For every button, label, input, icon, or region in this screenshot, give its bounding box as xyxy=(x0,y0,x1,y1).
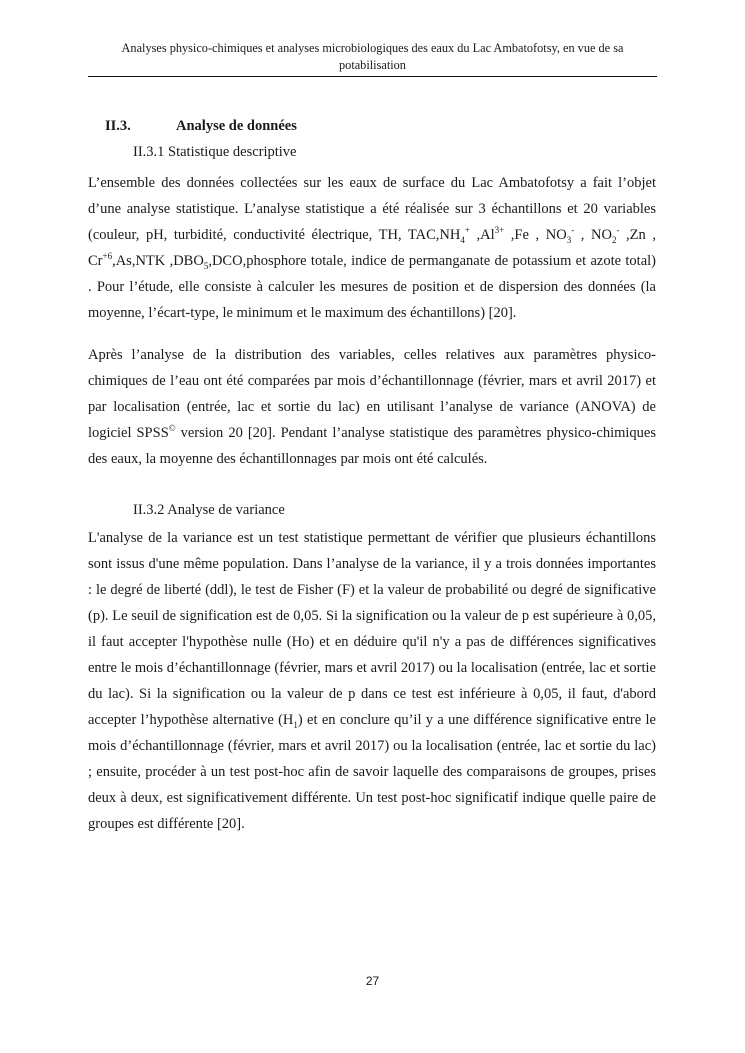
paragraph-analysis-of-variance: L'analyse de la variance est un test statistique permettant de vérifier que plusieurs échantillons sont issus d'une même population. Dans l’analyse de la variance, il y a trois données importantes : le degré de liberté (ddl), le test de Fisher (F) et la valeur de probabilité ou degré de significative (p). Le seuil de signification est de 0,05. Si la signification ou la valeur de p est supérieure à 0,05, il faut accepter l'hypothèse nulle (Ho) et en déduire qu'il n'y a pas de différences significatives entre le mois d’échantillonnage (février, mars et avril 2017) ou la localisation (entrée, lac et sortie du lac). Si la signification ou la valeur de p dans ce test est inférieure à 0,05, il faut, d'abord accepter l’hypothèse alternative $(H_1)$ et en conclure qu’il y a une différence significative entre le mois d’échantillonnage (février, mars et avril 2017) ou la localisation (entrée, lac et sortie du lac) ; ensuite, procéder à un test post-hoc afin de savoir laquelle des comparaisons de groupes, prises deux à deux, est significativement différente. Un test post-hoc significatif indique quelle paire de groupes est différente [20]. xyxy=(88,530,656,832)
subsection-heading-variance: II.3.2 Analyse de variance xyxy=(133,502,285,518)
running-header-line-2: potabilisation xyxy=(339,58,406,72)
page-number: 27 xyxy=(365,974,380,988)
section-number: II.3. xyxy=(105,118,131,134)
section-heading xyxy=(105,118,297,135)
header-divider xyxy=(88,76,657,77)
subsection-heading-descriptive: II.3.1 Statistique descriptive xyxy=(133,144,297,160)
paragraph-descriptive-statistics: L’ensemble des données collectées sur les eaux de surface du Lac Ambatofotsy a fait l’objet d’une analyse statistique. L’analyse statistique a été réalisée sur 3 échantillons et 20 variables (couleur, pH, turbidité, conductivité électrique, TH, $TAC,NH_4^+$ $,Al^{3+}$ ,Fe , $NO_3^-$ , $NO_2^-$ ,Zn , $Cr^{+6},As,NTK$ $,DBO_5,DCO,phosphore$ totale, indice de permanganate de potassium et azote total) . Pour l’étude, elle consiste à calculer les mesures de position et de dispersion des données (la moyenne, l’écart-type, le minimum et le maximum des échantillons) [20]. xyxy=(88,175,657,321)
running-header xyxy=(88,40,657,74)
running-header-line-1: Analyses physico-chimiques et analyses microbiologiques des eaux du Lac Ambatofotsy, en vue de sa xyxy=(121,41,624,55)
paragraph-anova-comparison: Après l’analyse de la distribution des variables, celles relatives aux paramètres physico-chimiques de l’eau ont été comparées par mois d’échantillonnage (février, mars et avril 2017) et par localisation (entrée, lac et sortie du lac) en utilisant l’analyse de variance (ANOVA) de logiciel SPSS© version 20 [20]. Pendant l’analyse statistique des paramètres physico-chimiques des eaux, la moyenne des échantillonnages par mois ont été calculés. xyxy=(88,347,656,467)
section-title: Analyse de données xyxy=(176,118,297,134)
